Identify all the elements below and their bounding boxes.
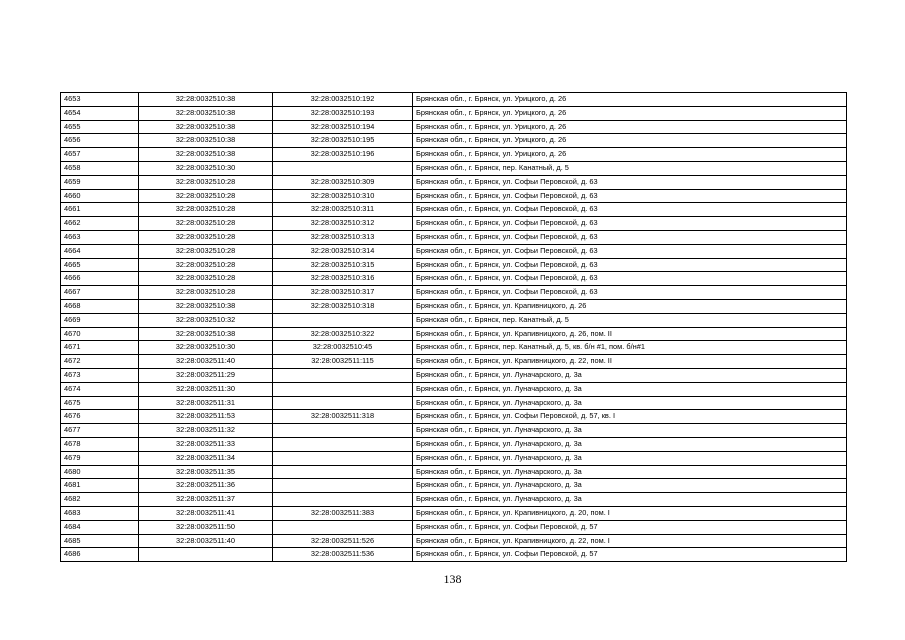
table-row [61, 175, 847, 189]
cadastral-number-cell: 32:28:0032511:37 [139, 493, 273, 507]
address-cell: Брянская обл., г. Брянск, ул. Луначарского, д. 3а [413, 437, 847, 451]
row-number-cell: 4665 [61, 258, 139, 272]
table-row [61, 437, 847, 451]
row-number-cell: 4681 [61, 479, 139, 493]
row-number-cell: 4671 [61, 341, 139, 355]
address-cell: Брянская обл., г. Брянск, ул. Урицкого, д. 26 [413, 120, 847, 134]
object-cadastral-number-cell: 32:28:0032510:196 [273, 148, 413, 162]
row-number-cell: 4666 [61, 272, 139, 286]
object-cadastral-number-cell: 32:28:0032510:316 [273, 272, 413, 286]
address-cell: Брянская обл., г. Брянск, ул. Софьи Перовской, д. 63 [413, 217, 847, 231]
address-cell: Брянская обл., г. Брянск, ул. Софьи Перовской, д. 63 [413, 230, 847, 244]
row-number-cell: 4670 [61, 327, 139, 341]
cadastral-number-cell: 32:28:0032510:28 [139, 230, 273, 244]
object-cadastral-number-cell: 32:28:0032510:318 [273, 299, 413, 313]
object-cadastral-number-cell: 32:28:0032510:194 [273, 120, 413, 134]
row-number-cell: 4673 [61, 368, 139, 382]
address-cell: Брянская обл., г. Брянск, ул. Урицкого, д. 26 [413, 148, 847, 162]
row-number-cell: 4660 [61, 189, 139, 203]
address-cell: Брянская обл., г. Брянск, ул. Луначарского, д. 3а [413, 493, 847, 507]
page-number: 138 [443, 572, 462, 586]
cadastral-number-cell: 32:28:0032510:38 [139, 134, 273, 148]
cadastral-number-cell: 32:28:0032510:28 [139, 175, 273, 189]
cadastral-number-cell: 32:28:0032511:50 [139, 520, 273, 534]
table-row [61, 272, 847, 286]
cadastral-number-cell: 32:28:0032511:32 [139, 424, 273, 438]
table-row [61, 424, 847, 438]
address-cell: Брянская обл., г. Брянск, ул. Урицкого, д. 26 [413, 106, 847, 120]
table-row [61, 134, 847, 148]
table-row [61, 258, 847, 272]
object-cadastral-number-cell: 32:28:0032510:309 [273, 175, 413, 189]
object-cadastral-number-cell: 32:28:0032510:311 [273, 203, 413, 217]
cadastral-number-cell: 32:28:0032510:38 [139, 148, 273, 162]
address-cell: Брянская обл., г. Брянск, ул. Крапивницкого, д. 26, пом. II [413, 327, 847, 341]
object-cadastral-number-cell: 32:28:0032510:322 [273, 327, 413, 341]
object-cadastral-number-cell: 32:28:0032510:315 [273, 258, 413, 272]
address-cell: Брянская обл., г. Брянск, ул. Крапивницкого, д. 20, пом. I [413, 506, 847, 520]
object-cadastral-number-cell: 32:28:0032511:115 [273, 355, 413, 369]
address-cell: Брянская обл., г. Брянск, ул. Урицкого, д. 26 [413, 93, 847, 107]
address-cell: Брянская обл., г. Брянск, ул. Луначарского, д. 3а [413, 368, 847, 382]
table-row [61, 299, 847, 313]
row-number-cell: 4667 [61, 286, 139, 300]
object-cadastral-number-cell: 32:28:0032510:313 [273, 230, 413, 244]
cadastral-number-cell: 32:28:0032510:38 [139, 327, 273, 341]
row-number-cell: 4669 [61, 313, 139, 327]
row-number-cell: 4659 [61, 175, 139, 189]
row-number-cell: 4684 [61, 520, 139, 534]
address-cell: Брянская обл., г. Брянск, ул. Крапивницкого, д. 22, пом. II [413, 355, 847, 369]
cadastral-number-cell: 32:28:0032510:38 [139, 93, 273, 107]
table-row [61, 493, 847, 507]
cadastral-number-cell: 32:28:0032511:33 [139, 437, 273, 451]
object-cadastral-number-cell [273, 437, 413, 451]
row-number-cell: 4655 [61, 120, 139, 134]
cadastral-number-cell: 32:28:0032511:30 [139, 382, 273, 396]
object-cadastral-number-cell [273, 451, 413, 465]
cadastral-number-cell: 32:28:0032511:31 [139, 396, 273, 410]
cadastral-number-cell: 32:28:0032510:28 [139, 272, 273, 286]
address-cell: Брянская обл., г. Брянск, пер. Канатный, д. 5 [413, 313, 847, 327]
object-cadastral-number-cell [273, 465, 413, 479]
row-number-cell: 4654 [61, 106, 139, 120]
row-number-cell: 4677 [61, 424, 139, 438]
row-number-cell: 4668 [61, 299, 139, 313]
row-number-cell: 4678 [61, 437, 139, 451]
object-cadastral-number-cell [273, 520, 413, 534]
object-cadastral-number-cell [273, 493, 413, 507]
cadastral-number-cell: 32:28:0032511:29 [139, 368, 273, 382]
cadastral-number-cell: 32:28:0032510:28 [139, 244, 273, 258]
cadastral-number-cell: 32:28:0032510:38 [139, 120, 273, 134]
row-number-cell: 4658 [61, 161, 139, 175]
table-row [61, 396, 847, 410]
table-row [61, 148, 847, 162]
row-number-cell: 4664 [61, 244, 139, 258]
object-cadastral-number-cell: 32:28:0032510:312 [273, 217, 413, 231]
cadastral-number-cell: 32:28:0032510:28 [139, 217, 273, 231]
table-row [61, 520, 847, 534]
cadastral-number-cell: 32:28:0032511:35 [139, 465, 273, 479]
cadastral-number-cell: 32:28:0032510:32 [139, 313, 273, 327]
address-cell: Брянская обл., г. Брянск, ул. Софьи Перовской, д. 63 [413, 258, 847, 272]
table-row [61, 368, 847, 382]
cadastral-number-cell: 32:28:0032511:40 [139, 534, 273, 548]
address-cell: Брянская обл., г. Брянск, ул. Луначарского, д. 3а [413, 382, 847, 396]
object-cadastral-number-cell [273, 382, 413, 396]
object-cadastral-number-cell: 32:28:0032511:526 [273, 534, 413, 548]
cadastral-number-cell: 32:28:0032511:36 [139, 479, 273, 493]
object-cadastral-number-cell: 32:28:0032510:45 [273, 341, 413, 355]
address-cell: Брянская обл., г. Брянск, ул. Софьи Перовской, д. 57, кв. I [413, 410, 847, 424]
table-row [61, 106, 847, 120]
table-row [61, 465, 847, 479]
object-cadastral-number-cell: 32:28:0032510:195 [273, 134, 413, 148]
table-row [61, 189, 847, 203]
row-number-cell: 4657 [61, 148, 139, 162]
cadastral-number-cell: 32:28:0032510:38 [139, 299, 273, 313]
table-row [61, 161, 847, 175]
cadastral-number-cell: 32:28:0032510:28 [139, 286, 273, 300]
table-row [61, 244, 847, 258]
address-cell: Брянская обл., г. Брянск, ул. Луначарского, д. 3а [413, 396, 847, 410]
row-number-cell: 4672 [61, 355, 139, 369]
address-cell: Брянская обл., г. Брянск, ул. Софьи Перовской, д. 63 [413, 272, 847, 286]
object-cadastral-number-cell [273, 313, 413, 327]
cadastral-number-cell: 32:28:0032511:40 [139, 355, 273, 369]
address-cell: Брянская обл., г. Брянск, пер. Канатный, д. 5 [413, 161, 847, 175]
table-row [61, 451, 847, 465]
table-row [61, 534, 847, 548]
object-cadastral-number-cell [273, 161, 413, 175]
table-row [61, 93, 847, 107]
row-number-cell: 4661 [61, 203, 139, 217]
row-number-cell: 4674 [61, 382, 139, 396]
cadastral-number-cell [139, 548, 273, 562]
address-cell: Брянская обл., г. Брянск, ул. Софьи Перовской, д. 63 [413, 244, 847, 258]
address-cell: Брянская обл., г. Брянск, ул. Софьи Перовской, д. 57 [413, 548, 847, 562]
object-cadastral-number-cell [273, 479, 413, 493]
object-cadastral-number-cell [273, 368, 413, 382]
table-row [61, 382, 847, 396]
table-row [61, 203, 847, 217]
address-cell: Брянская обл., г. Брянск, ул. Луначарского, д. 3а [413, 424, 847, 438]
object-cadastral-number-cell: 32:28:0032511:383 [273, 506, 413, 520]
row-number-cell: 4675 [61, 396, 139, 410]
table-row [61, 506, 847, 520]
address-cell: Брянская обл., г. Брянск, пер. Канатный, д. 5, кв. б/н #1, пом. б/н#1 [413, 341, 847, 355]
object-cadastral-number-cell: 32:28:0032510:310 [273, 189, 413, 203]
row-number-cell: 4663 [61, 230, 139, 244]
object-cadastral-number-cell: 32:28:0032510:193 [273, 106, 413, 120]
table-row [61, 313, 847, 327]
registry-table-body [61, 93, 847, 562]
registry-table [60, 92, 847, 562]
object-cadastral-number-cell: 32:28:0032511:536 [273, 548, 413, 562]
table-row [61, 286, 847, 300]
row-number-cell: 4683 [61, 506, 139, 520]
address-cell: Брянская обл., г. Брянск, ул. Урицкого, д. 26 [413, 134, 847, 148]
table-row [61, 548, 847, 562]
row-number-cell: 4686 [61, 548, 139, 562]
address-cell: Брянская обл., г. Брянск, ул. Крапивницкого, д. 26 [413, 299, 847, 313]
cadastral-number-cell: 32:28:0032510:28 [139, 189, 273, 203]
cadastral-number-cell: 32:28:0032510:28 [139, 258, 273, 272]
cadastral-number-cell: 32:28:0032510:30 [139, 341, 273, 355]
cadastral-number-cell: 32:28:0032510:28 [139, 203, 273, 217]
object-cadastral-number-cell: 32:28:0032510:317 [273, 286, 413, 300]
address-cell: Брянская обл., г. Брянск, ул. Крапивницкого, д. 22, пом. I [413, 534, 847, 548]
cadastral-number-cell: 32:28:0032511:34 [139, 451, 273, 465]
row-number-cell: 4679 [61, 451, 139, 465]
table-row [61, 230, 847, 244]
address-cell: Брянская обл., г. Брянск, ул. Луначарского, д. 3а [413, 451, 847, 465]
address-cell: Брянская обл., г. Брянск, ул. Софьи Перовской, д. 63 [413, 203, 847, 217]
address-cell: Брянская обл., г. Брянск, ул. Софьи Перовской, д. 63 [413, 175, 847, 189]
table-row [61, 410, 847, 424]
row-number-cell: 4656 [61, 134, 139, 148]
cadastral-number-cell: 32:28:0032510:38 [139, 106, 273, 120]
table-row [61, 341, 847, 355]
address-cell: Брянская обл., г. Брянск, ул. Луначарского, д. 3а [413, 479, 847, 493]
object-cadastral-number-cell: 32:28:0032510:192 [273, 93, 413, 107]
address-cell: Брянская обл., г. Брянск, ул. Софьи Перовской, д. 63 [413, 189, 847, 203]
address-cell: Брянская обл., г. Брянск, ул. Луначарского, д. 3а [413, 465, 847, 479]
object-cadastral-number-cell [273, 424, 413, 438]
object-cadastral-number-cell: 32:28:0032511:318 [273, 410, 413, 424]
row-number-cell: 4662 [61, 217, 139, 231]
table-row [61, 217, 847, 231]
address-cell: Брянская обл., г. Брянск, ул. Софьи Перовской, д. 57 [413, 520, 847, 534]
cadastral-number-cell: 32:28:0032511:53 [139, 410, 273, 424]
row-number-cell: 4676 [61, 410, 139, 424]
object-cadastral-number-cell: 32:28:0032510:314 [273, 244, 413, 258]
table-row [61, 479, 847, 493]
row-number-cell: 4682 [61, 493, 139, 507]
address-cell: Брянская обл., г. Брянск, ул. Софьи Перовской, д. 63 [413, 286, 847, 300]
row-number-cell: 4685 [61, 534, 139, 548]
table-row [61, 120, 847, 134]
table-row [61, 355, 847, 369]
row-number-cell: 4680 [61, 465, 139, 479]
cadastral-number-cell: 32:28:0032511:41 [139, 506, 273, 520]
table-row [61, 327, 847, 341]
cadastral-number-cell: 32:28:0032510:30 [139, 161, 273, 175]
object-cadastral-number-cell [273, 396, 413, 410]
row-number-cell: 4653 [61, 93, 139, 107]
